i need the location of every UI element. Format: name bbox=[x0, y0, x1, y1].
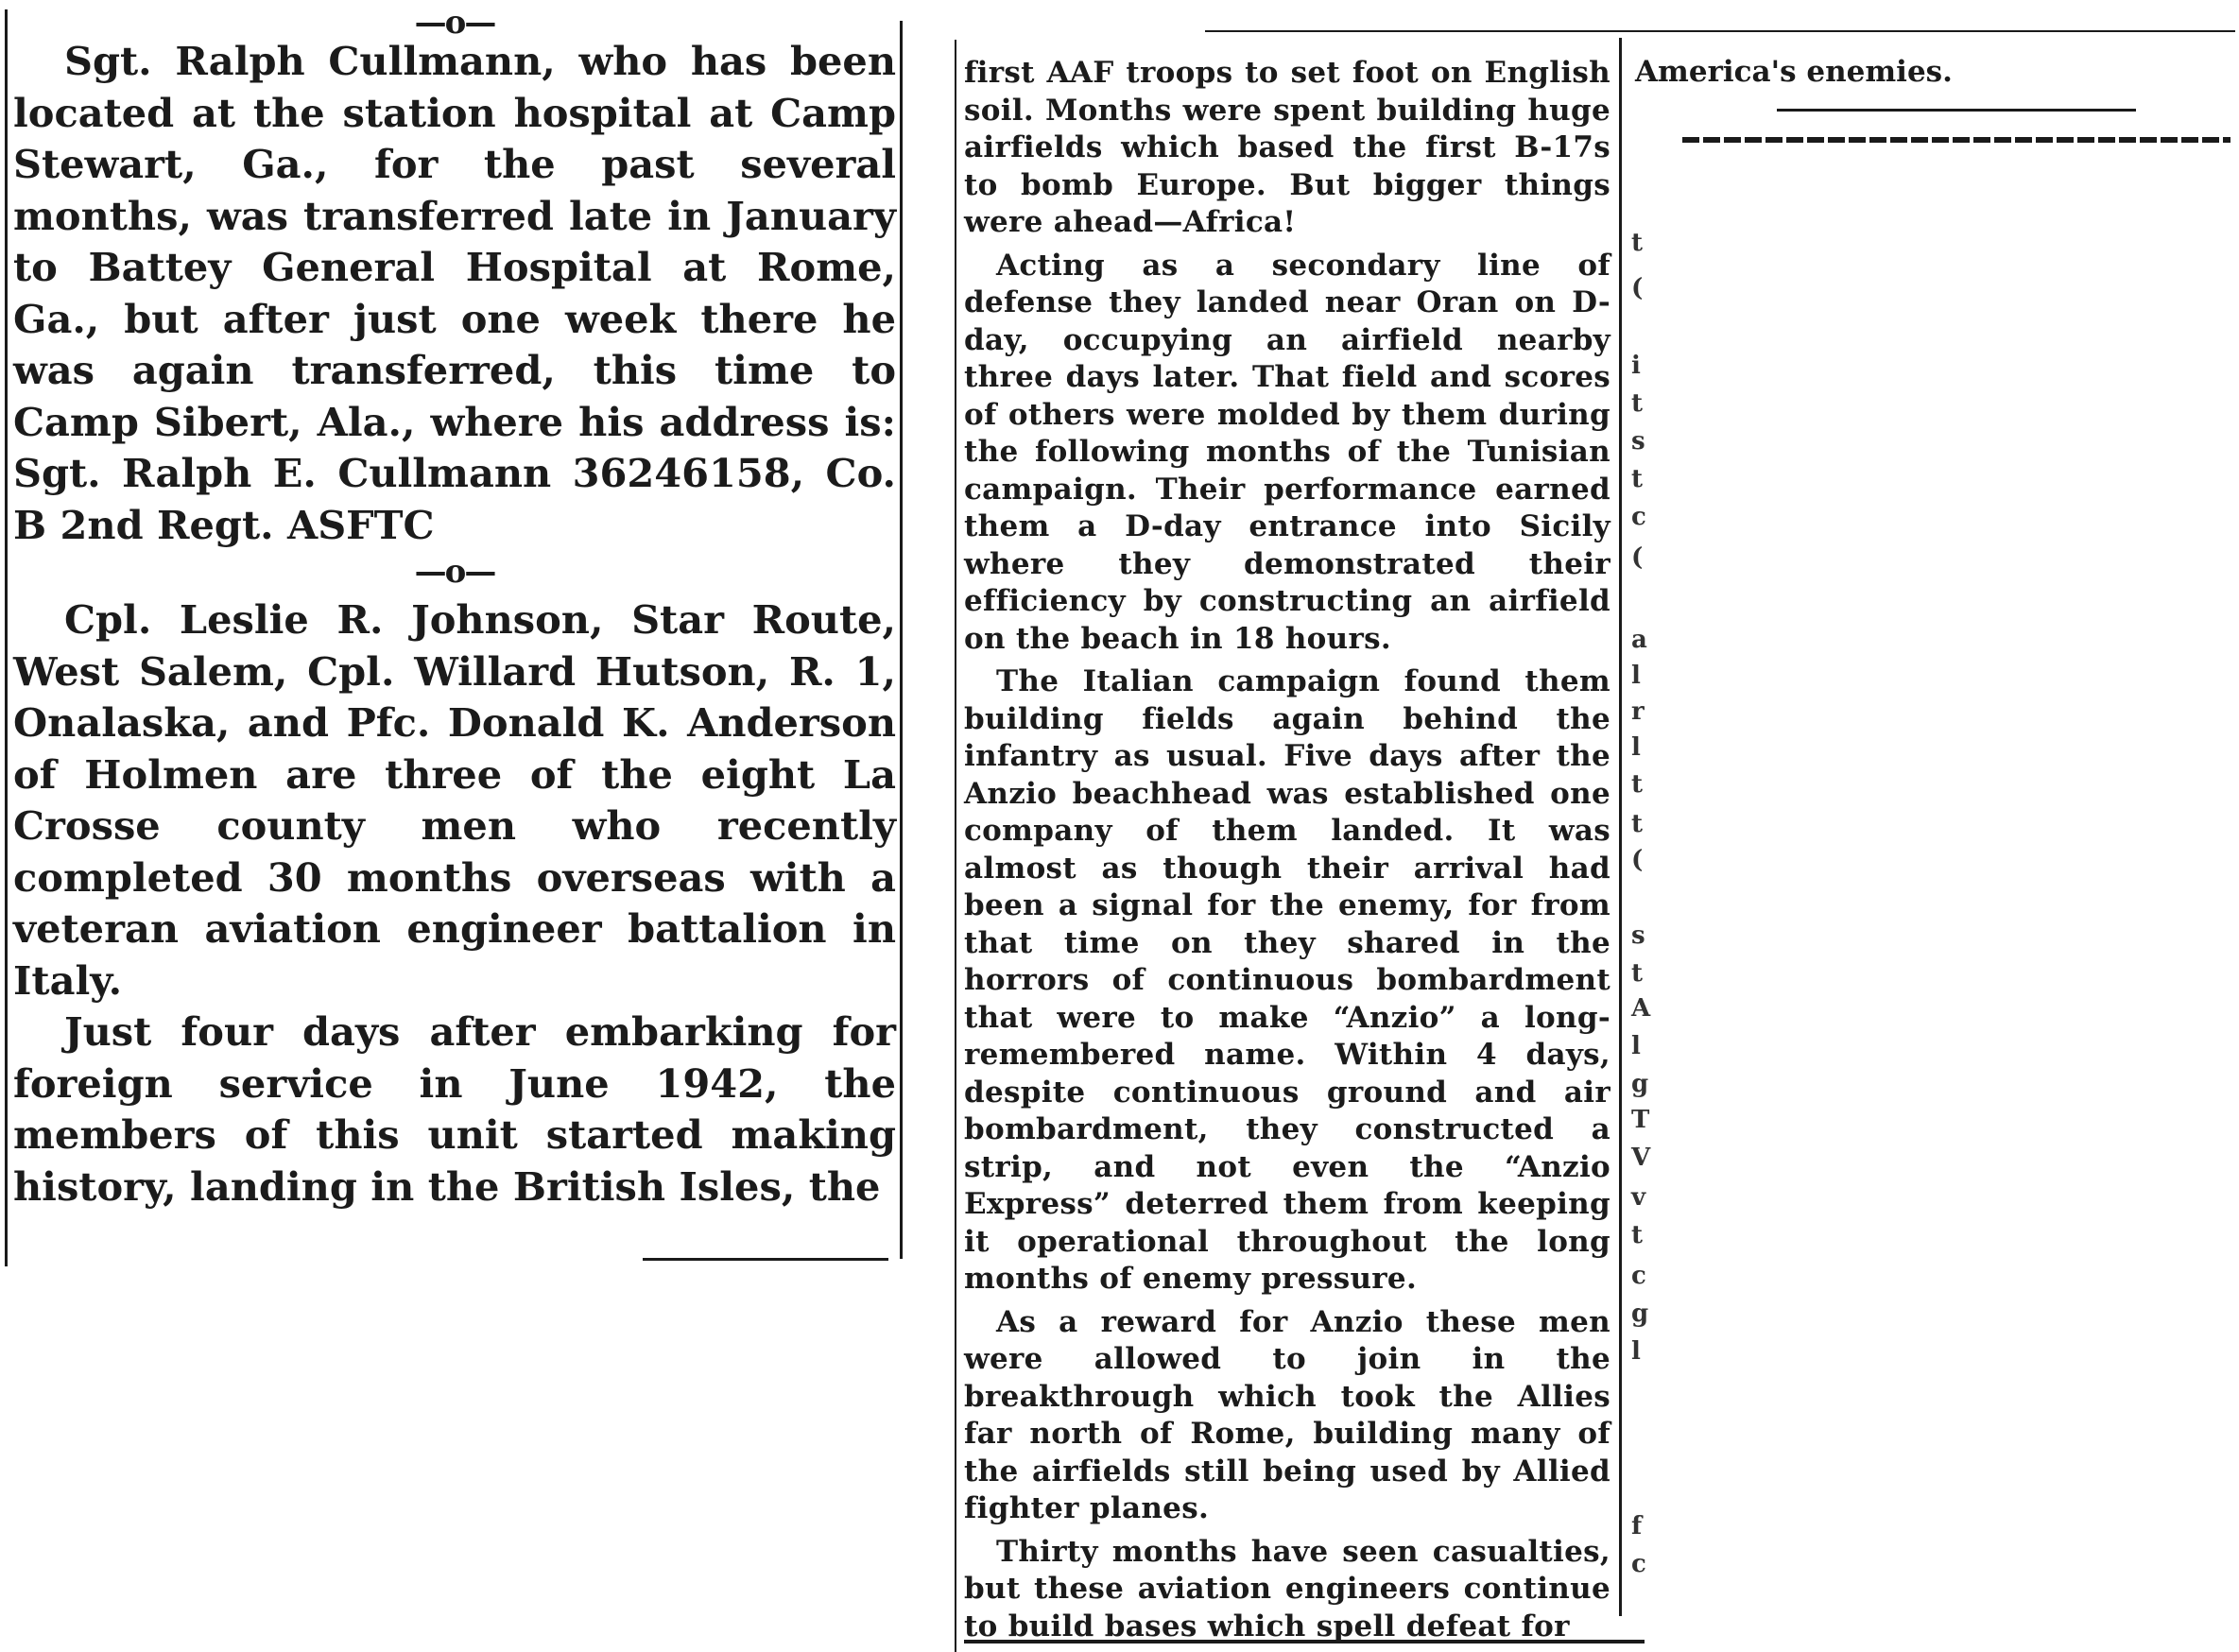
middle-column-right-rule bbox=[1619, 38, 1622, 1616]
margin-fragment: f bbox=[1631, 1512, 1643, 1540]
margin-fragment: t bbox=[1631, 465, 1644, 493]
margin-fragment: A bbox=[1631, 994, 1651, 1023]
paragraph-closing: Thirty months have seen casualties, but these aviation engineers continue to build bases which spell defeat for bbox=[964, 1534, 1610, 1643]
america-enemies-line: America's enemies. bbox=[1635, 55, 1953, 89]
paragraph-africa: Acting as a secondary line of defense they landed near Oran on D-day, occupying an airfield nearby three days later. That field and scores of others were molded by them during the following months of the Tunisian campaign. Their performance earned them a D-day entrance into Sicily where they demonstrated their efficiency by constructing an airfield on the beach in 18 hours. bbox=[964, 248, 1610, 656]
margin-fragment: i bbox=[1631, 352, 1641, 380]
middle-clipping bbox=[964, 55, 1610, 1645]
margin-fragment: c bbox=[1631, 503, 1646, 531]
left-clipping bbox=[13, 4, 896, 1213]
margin-fragment: ( bbox=[1631, 543, 1644, 572]
margin-fragment: l bbox=[1631, 1032, 1641, 1060]
margin-fragment: s bbox=[1631, 921, 1645, 950]
left-column-bottom-rule bbox=[643, 1258, 888, 1261]
margin-fragment: r bbox=[1631, 697, 1645, 726]
embarking-item: Just four days after embarking for foreign service in June 1942, the members of this unit started making history, landing in the British Isles, the bbox=[13, 1008, 896, 1210]
left-column-right-rule bbox=[900, 21, 903, 1259]
margin-fragment: c bbox=[1631, 1550, 1646, 1578]
margin-fragment: T bbox=[1631, 1106, 1650, 1134]
middle-column-top-rule bbox=[1205, 30, 2235, 32]
paragraph-rome: As a reward for Anzio these men were allowed to join in the breakthrough which took the Allies far north of Rome, building many of the airfields still being used by Allied fighter planes. bbox=[964, 1304, 1610, 1525]
margin-fragment: g bbox=[1631, 1070, 1649, 1098]
margin-fragment: t bbox=[1631, 959, 1644, 988]
margin-fragment: V bbox=[1631, 1144, 1651, 1172]
margin-fragment: t bbox=[1631, 1221, 1644, 1249]
margin-fragment: t bbox=[1631, 770, 1644, 799]
margin-fragment: l bbox=[1631, 1337, 1641, 1366]
margin-fragment: c bbox=[1631, 1262, 1646, 1290]
margin-fragment: t bbox=[1631, 229, 1644, 257]
margin-fragment: ( bbox=[1631, 846, 1644, 874]
margin-fragment: l bbox=[1631, 662, 1641, 690]
margin-fragment: t bbox=[1631, 389, 1644, 418]
margin-fragment: v bbox=[1631, 1183, 1646, 1212]
margin-fragment: ( bbox=[1631, 274, 1644, 302]
left-column-rule bbox=[5, 9, 8, 1266]
paragraph-anzio: The Italian campaign found them building fields again behind the infantry as usual. Five days after the Anzio beachhead was established one company of them landed. It was almost as though their arrival had been a signal for the enemy, for from that time on they shared in the horrors of continuous bombardment that were to make “Anzio” a long-remembered name. Within 4 days, despite continuous ground and air bombardment, they constructed a strip, and not even the “Anzio Express” deterred them from keeping it operational throughout the long months of enemy pressure. bbox=[964, 664, 1610, 1296]
margin-fragment: l bbox=[1631, 733, 1641, 762]
cullmann-item: Sgt. Ralph Cullmann, who has been located at the station hospital at Camp Stewart, Ga., for the past several months, was transferred late in January to Battey General Hospital at Rome, Ga., but after just one week there he was again transferred, this time to Camp Sibert, Ala., where his address is: Sgt. Ralph E. Cullmann 36246158, Co. B 2nd Regt. ASFTC bbox=[13, 38, 896, 548]
margin-fragment: s bbox=[1631, 427, 1645, 456]
margin-fragment: g bbox=[1631, 1299, 1649, 1328]
middle-column-left-rule bbox=[955, 40, 956, 1652]
johnson-item: Cpl. Leslie R. Johnson, Star Route, West Salem, Cpl. Willard Hutson, R. 1, Onalaska, and Pfc. Donald K. Anderson of Holmen are three of the eight La Crosse county men who recently completed 30 months overseas with a veteran aviation engineer battalion in Italy. bbox=[13, 596, 896, 1004]
margin-fragment: t bbox=[1631, 810, 1644, 838]
margin-fragment: a bbox=[1631, 626, 1647, 654]
separator-top: —o— bbox=[414, 4, 495, 42]
separator-mid: —o— bbox=[414, 553, 495, 591]
paragraph-england: first AAF troops to set foot on English soil. Months were spent building huge airfields which based the first B-17s to bomb Europe. But bigger things were ahead—Africa! bbox=[964, 56, 1610, 239]
right-clipping bbox=[1635, 53, 2127, 91]
right-column-short-rule bbox=[1777, 109, 2136, 112]
right-column-cut-heading bbox=[1682, 137, 2230, 143]
